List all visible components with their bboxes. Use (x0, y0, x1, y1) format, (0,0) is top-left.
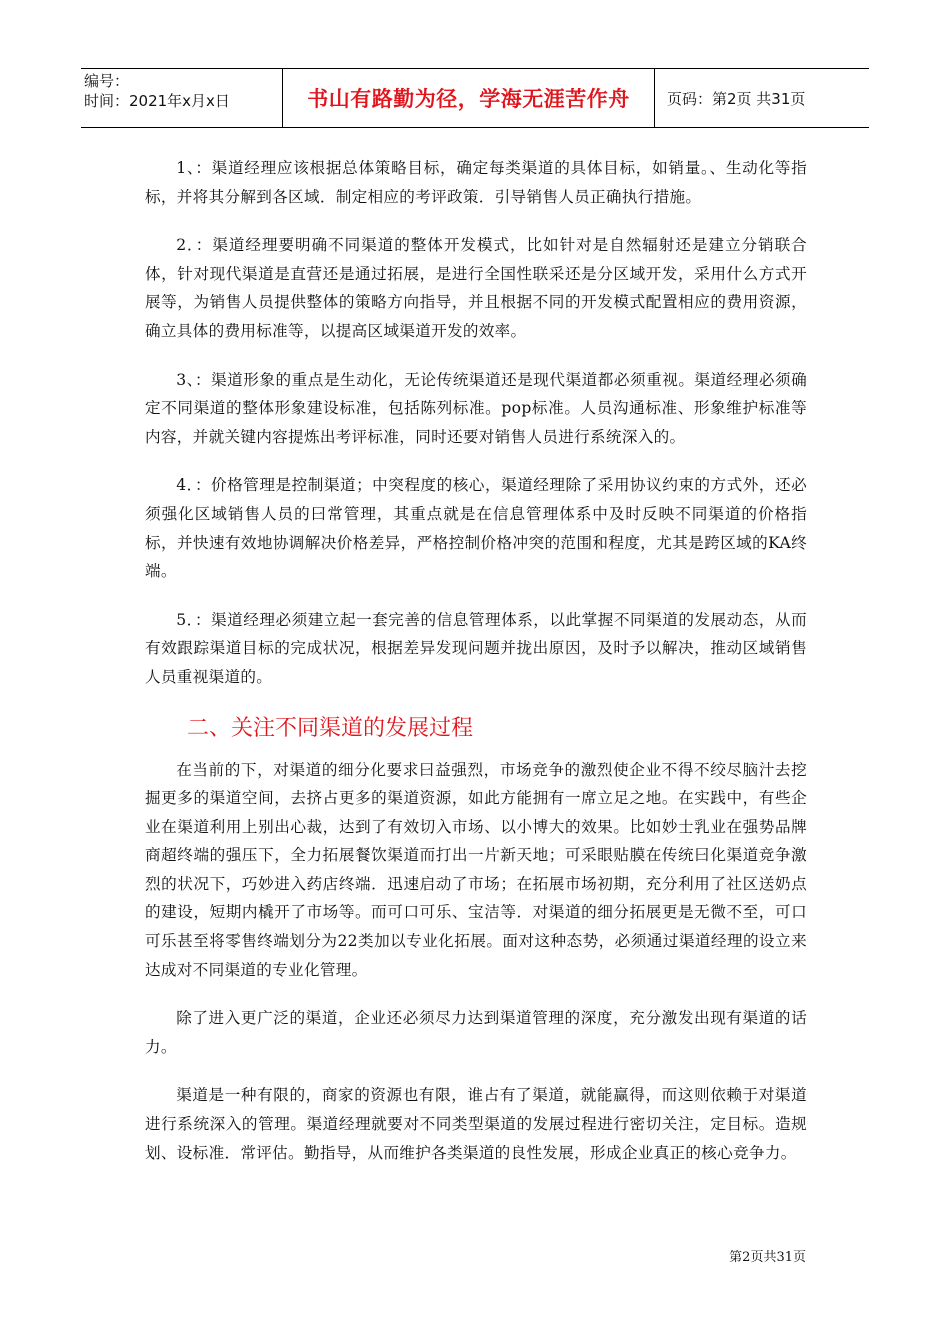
paragraph: 5．：渠道经理必须建立起一套完善的信息管理体系，以此掌握不同渠道的发展动态，从而有效跟踪渠道目标的完成状况，根据差异发现问题并拢出原因，及时予以解决，推动区域销售人员重视渠道的。 (145, 610, 807, 686)
paragraph: 除了进入更广泛的渠道，企业还必须尽力达到渠道管理的深度，充分激发出现有渠道的话力。 (145, 1009, 807, 1056)
section-heading: 二、关注不同渠道的发展过程 (187, 715, 474, 741)
page-footer: 第2页共31页 (729, 1250, 806, 1265)
paragraph: 2．：渠道经理要明确不同渠道的整体开发模式，比如针对是自然辐射还是建立分销联合体，针对现代渠道是直营还是通过拓展，是进行全国性联采还是分区域开发，采用什么方式开展等，为销售人员提供整体的策略方向指导，并且根据不同的开发模式配置相应的费用资源，确立具体的费用标准等，以提高区域渠道开发的效率。 (145, 236, 807, 340)
paragraph: 渠道是一种有限的，商家的资源也有限，谁占有了渠道，就能赢得，而这则依赖于对渠道进行系统深入的管理。渠道经理就要对不同类型渠道的发展过程进行密切关注，定目标。造规划、设标准．常评估。勤指导，从而维护各类渠道的良性发展，形成企业真正的核心竞争力。 (145, 1086, 807, 1162)
document-number-label: 编号： (84, 72, 130, 90)
header-motto: 书山有路勤为径，学海无涯苦作舟 (283, 69, 655, 127)
document-body (145, 154, 807, 1187)
header-page-number: 页码：第2页 共31页 (667, 89, 806, 108)
paragraph: 4．：价格管理是控制渠道；中突程度的核心，渠道经理除了采用协议约束的方式外，还必须强化区域销售人员的曰常管理，其重点就是在信息管理体系中及时反映不同渠道的价格指标，并快速有效地协调解决价格差异，严格控制价格冲突的范围和程度，尤其是跨区域的KA终端。 (145, 476, 807, 581)
header-meta (81, 69, 283, 127)
page-header (81, 68, 869, 128)
document-time-label: 时间：2021年x月x日 (84, 92, 230, 110)
paragraph: 1、：渠道经理应该根据总体策略目标，确定每类渠道的具体目标，如销量。、生动化等指标，并将其分解到各区域．制定相应的考评政策．引导销售人员正确执行措施。 (145, 159, 807, 206)
paragraph: 3、：渠道形象的重点是生动化，无论传统渠道还是现代渠道都必须重视。渠道经理必须确定不同渠道的整体形象建设标准，包括陈列标准。pop标准。人员沟通标准、形象维护标准等内容，并就关键内容提炼出考评标准，同时还要对销售人员进行系统深入的。 (145, 370, 807, 446)
paragraph: 在当前的下，对渠道的细分化要求曰益强烈，市场竞争的激烈使企业不得不绞尽脑汁去挖掘更多的渠道空间，去挤占更多的渠道资源，如此方能拥有一席立足之地。在实践中，有些企业在渠道利用上别出心裁，达到了有效切入市场、以小博大的效果。比如妙士乳业在强势品牌商超终端的强压下，全力拓展餐饮渠道而打出一片新天地；可采眼贴膜在传统曰化渠道竞争激烈的状况下，巧妙进入药店终端．迅速启动了市场；在拓展市场初期，充分利用了社区送奶点的建设，短期内橇开了市场等。而可口可乐、宝洁等．对渠道的细分拓展更是无微不至，可口可乐甚至将零售终端划分为22类加以专业化拓展。面对这种态势，必须通过渠道经理的设立来达成对不同渠道的专业化管理。 (145, 760, 807, 979)
